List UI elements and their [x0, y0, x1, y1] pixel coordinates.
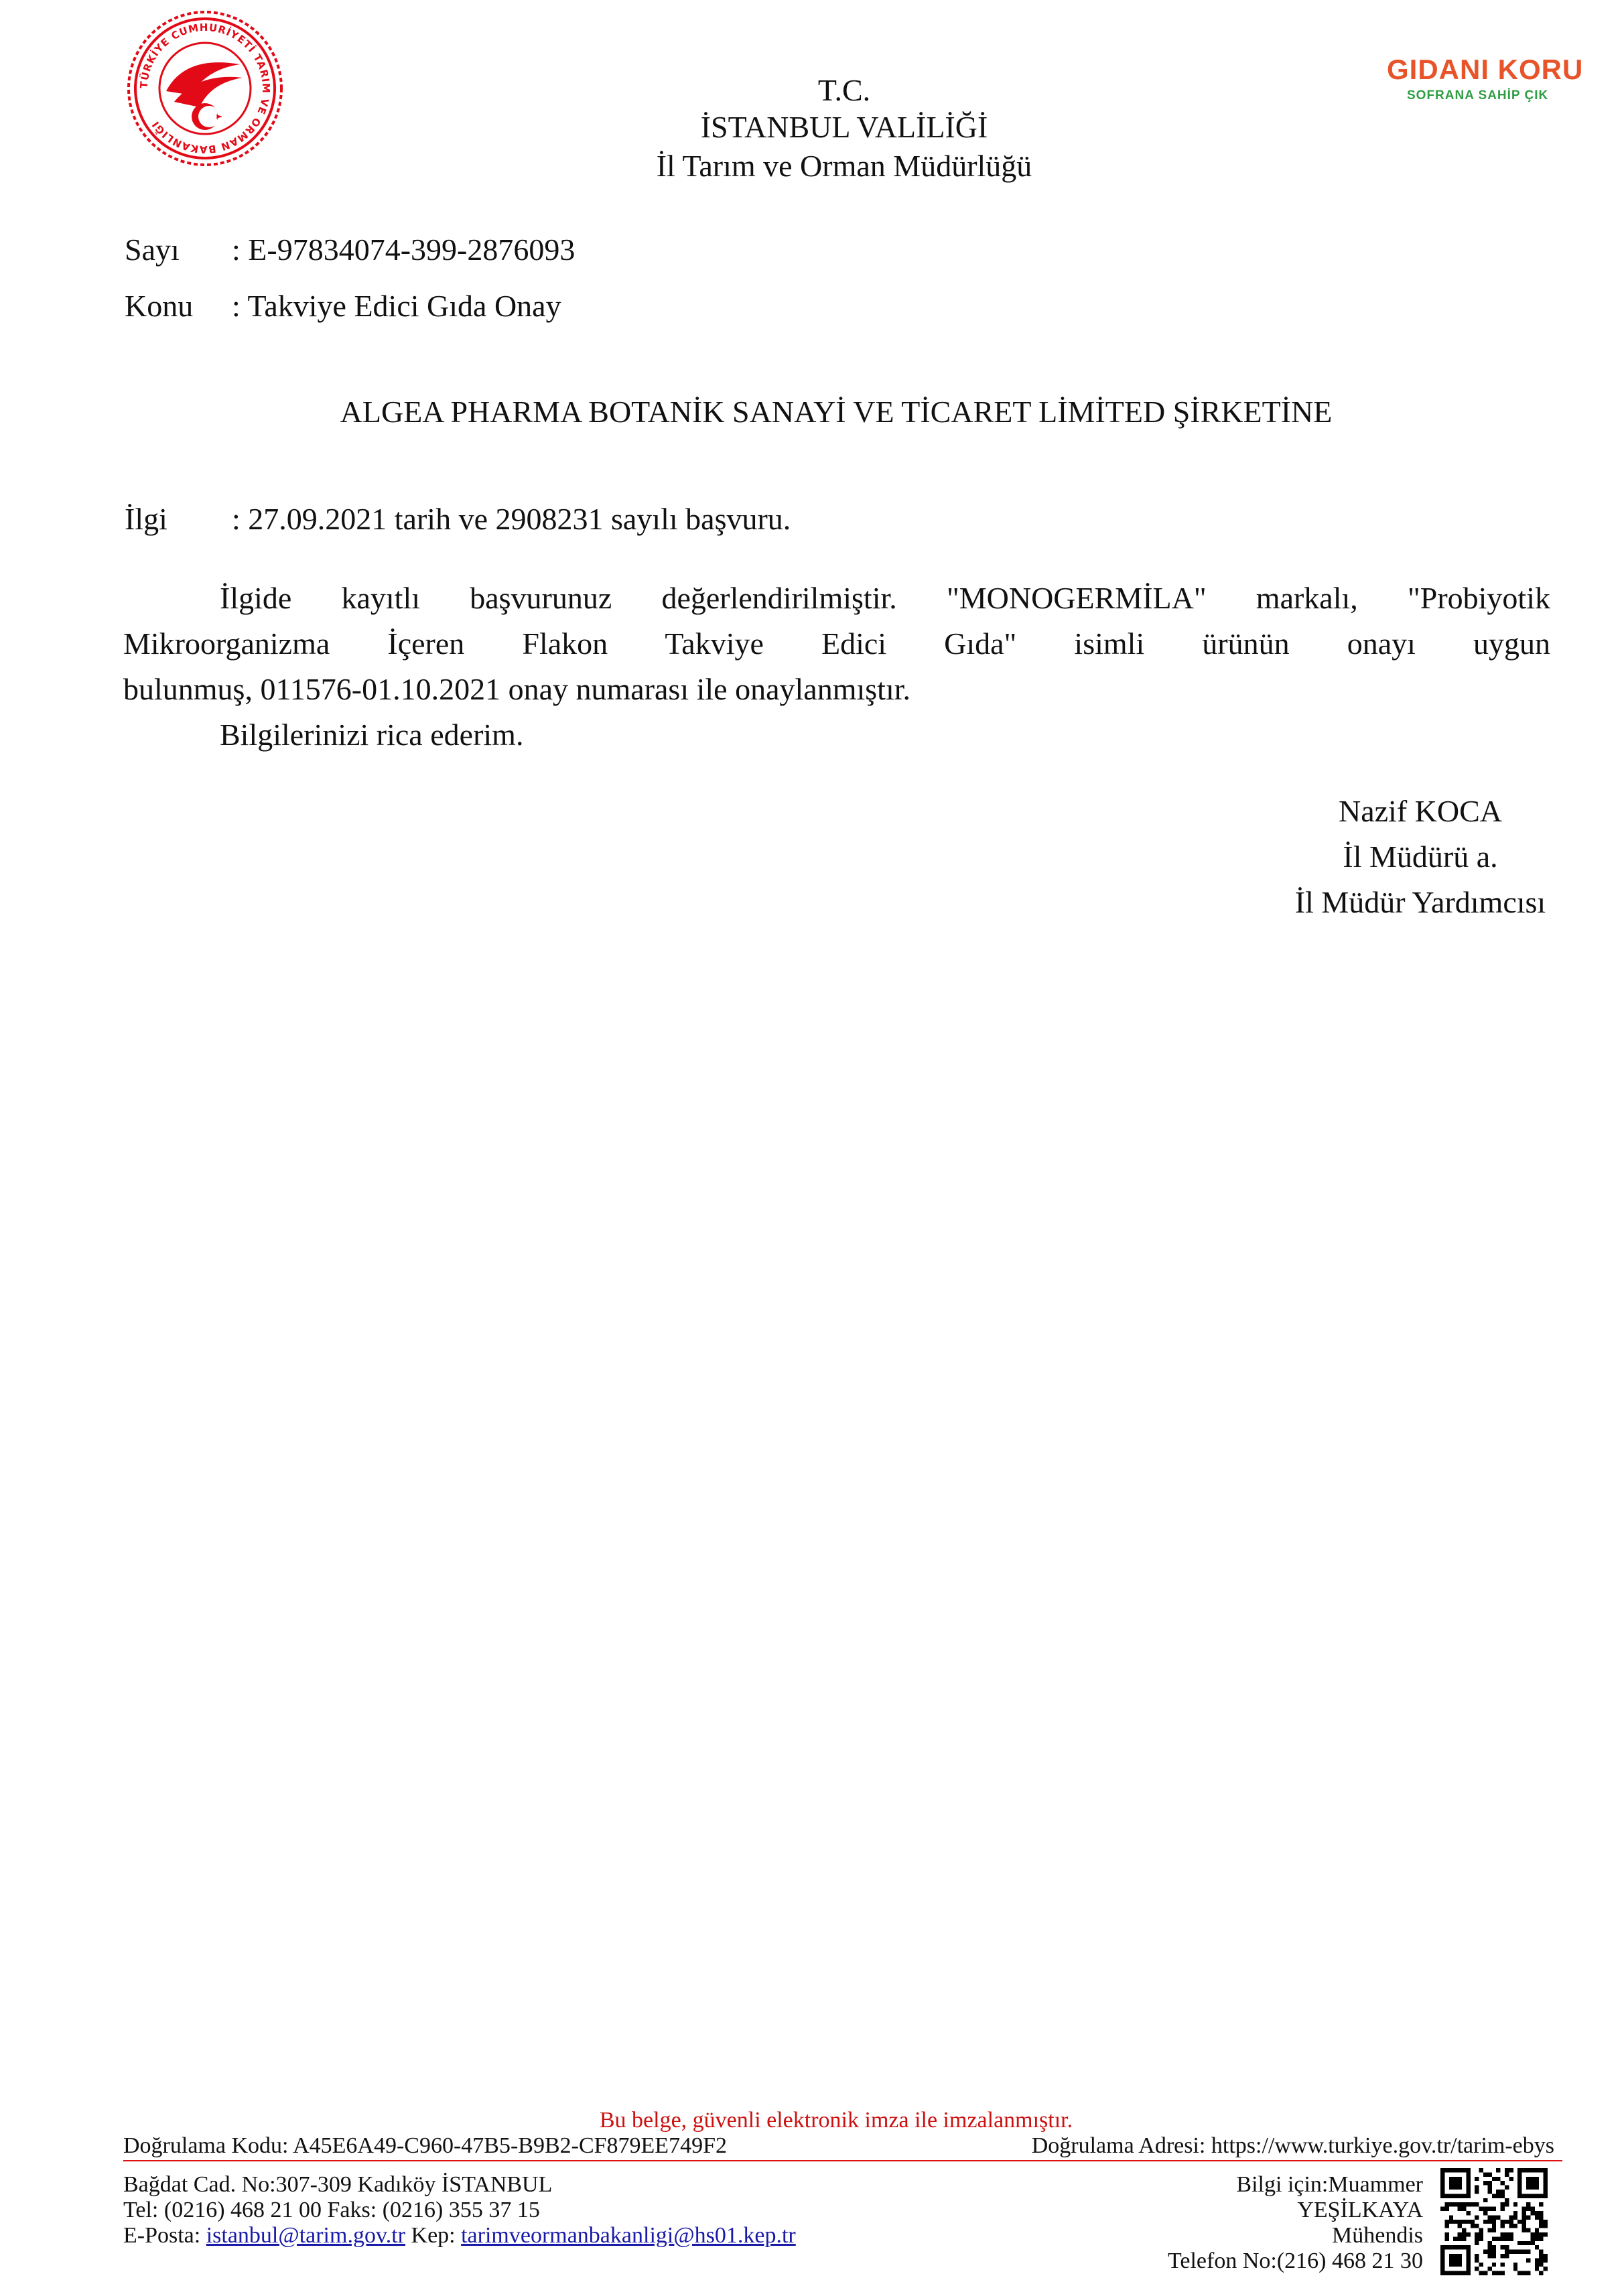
brand-sub-text: SOFRANA SAHİP ÇIK: [1407, 88, 1549, 103]
closing-line: Bilgilerinizi rica ederim.: [220, 718, 524, 752]
info-line-1: Bilgi için:Muammer: [1236, 2172, 1423, 2197]
kep-label: Kep:: [405, 2223, 462, 2248]
body-line-3: bulunmuş, 011576-01.10.2021 onay numarası ile onaylanmıştır.: [123, 672, 910, 706]
info-line-4: Telefon No:(216) 468 21 30: [1168, 2249, 1423, 2273]
brand-main-text: GIDANI KORU: [1387, 54, 1584, 85]
header-tc: T.C.: [817, 73, 871, 107]
verification-address: Doğrulama Adresi: https://www.turkiye.gov.tr/tarim-ebys: [1031, 2133, 1554, 2158]
qr-code[interactable]: [1440, 2168, 1548, 2279]
recipient: ALGEA PHARMA BOTANİK SANAYİ VE TİCARET LİMİTED ŞİRKETİNE: [340, 395, 1333, 429]
header-mudurluk: İl Tarım ve Orman Müdürlüğü: [656, 149, 1032, 183]
header-valilik: İSTANBUL VALİLİĞİ: [700, 110, 988, 144]
signer-name: Nazif KOCA: [1339, 794, 1502, 828]
konu-value: : Takviye Edici Gıda Onay: [232, 289, 561, 323]
sayi-value: : E-97834074-399-2876093: [232, 232, 576, 267]
ilgi-label: İlgi: [125, 502, 167, 536]
konu-label: Konu: [125, 289, 194, 323]
ilgi-value: : 27.09.2021 tarih ve 2908231 sayılı başvuru.: [232, 502, 791, 536]
email-label: E-Posta:: [123, 2223, 206, 2248]
kep-link[interactable]: tarimveormanbakanligi@hs01.kep.tr: [461, 2223, 796, 2248]
seal-text: TÜRKİYE CUMHURİYETİ TARIM VE ORMAN BAKANLIĞI: [137, 21, 273, 156]
verification-code: Doğrulama Kodu: A45E6A49-C960-47B5-B9B2-CF879EE749F2: [123, 2133, 727, 2158]
footer-contact: [123, 2223, 796, 2249]
signer-title-2: İl Müdür Yardımcısı: [1294, 885, 1546, 919]
footer-address: Bağdat Cad. No:307-309 Kadıköy İSTANBUL: [123, 2172, 553, 2197]
info-line-2: YEŞİLKAYA: [1297, 2198, 1423, 2222]
body-line-2: Mikroorganizma İçeren Flakon Takviye Edici Gıda" isimli ürünün onayı uygun: [123, 626, 1550, 661]
sayi-label: Sayı: [125, 232, 180, 267]
body-line-1: İlgide kayıtlı başvurunuz değerlendirilmiştir. "MONOGERMİLA" markalı, "Probiyotik: [220, 581, 1550, 615]
e-signature-notice: Bu belge, güvenli elektronik imza ile imzalanmıştır.: [599, 2108, 1073, 2133]
info-line-3: Mühendis: [1332, 2223, 1423, 2248]
signer-title-1: İl Müdürü a.: [1343, 840, 1498, 874]
email-link[interactable]: istanbul@tarim.gov.tr: [206, 2223, 406, 2248]
footer-phone-fax: Tel: (0216) 468 21 00 Faks: (0216) 355 37 15: [123, 2198, 540, 2222]
footer-divider: [123, 2160, 1562, 2161]
